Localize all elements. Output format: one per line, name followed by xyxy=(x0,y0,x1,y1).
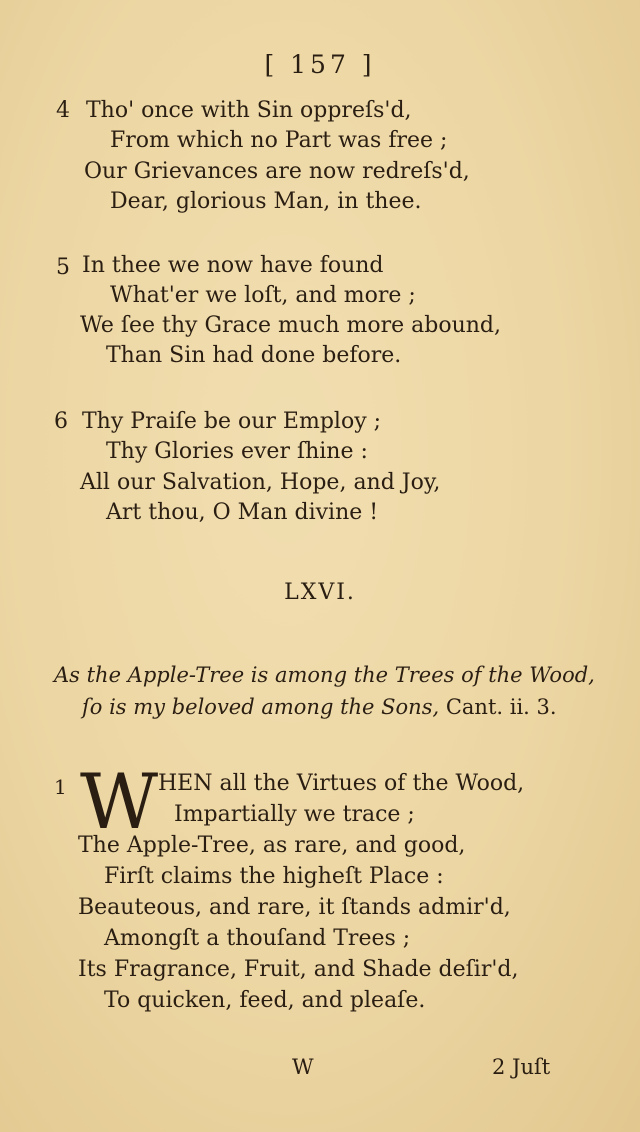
verse-line: Impartially we trace ; xyxy=(174,802,415,827)
epigraph-text: ſo is my beloved among the Sons, xyxy=(82,695,440,719)
verse-line: Firſt claims the higheſt Place : xyxy=(104,864,444,889)
verse-line: We ſee thy Grace much more abound, xyxy=(80,313,501,338)
verse-line: Its Fragrance, Fruit, and Shade deſir'd, xyxy=(78,957,519,982)
verse-line: To quicken, feed, and pleaſe. xyxy=(104,988,426,1013)
verse-line: HEN all the Virtues of the Wood, xyxy=(158,771,525,796)
stanza-number: 5 xyxy=(56,255,70,280)
verse-line: Beauteous, and rare, it ſtands admir'd, xyxy=(78,895,511,920)
verse-line: All our Salvation, Hope, and Joy, xyxy=(80,470,441,495)
verse-line: Art thou, O Man divine ! xyxy=(106,500,379,525)
verse-line: Dear, glorious Man, in thee. xyxy=(110,189,422,214)
stanza-number: 4 xyxy=(56,98,70,123)
page-number: [ 157 ] xyxy=(264,50,376,79)
verse-line: In thee we now have found xyxy=(82,253,384,278)
verse-line: Thy Praiſe be our Employ ; xyxy=(82,409,382,434)
verse-line: Our Grievances are now redreſs'd, xyxy=(84,159,470,184)
verse-line: Thy Glories ever ſhine : xyxy=(106,439,368,464)
hymn-title: LXVI. xyxy=(284,580,356,605)
verse-line: Amongſt a thouſand Trees ; xyxy=(104,926,411,951)
epigraph-line xyxy=(82,692,557,722)
verse-line: What'er we loſt, and more ; xyxy=(110,283,416,308)
drop-capital: W xyxy=(80,757,159,846)
scripture-reference: Cant. ii. 3. xyxy=(445,695,557,719)
verse-line: Tho' once with Sin oppreſs'd, xyxy=(86,98,412,123)
stanza-number: 1 xyxy=(54,775,67,799)
verse-line: The Apple-Tree, as rare, and good, xyxy=(78,833,466,858)
verse-line: Than Sin had done before. xyxy=(106,343,402,368)
epigraph-line: As the Apple-Tree is among the Trees of the Wood, xyxy=(54,663,595,687)
catchword: 2 Juſt xyxy=(492,1055,551,1079)
verse-line: From which no Part was free ; xyxy=(110,128,448,153)
stanza-number: 6 xyxy=(54,409,68,434)
signature-mark: W xyxy=(292,1055,314,1079)
